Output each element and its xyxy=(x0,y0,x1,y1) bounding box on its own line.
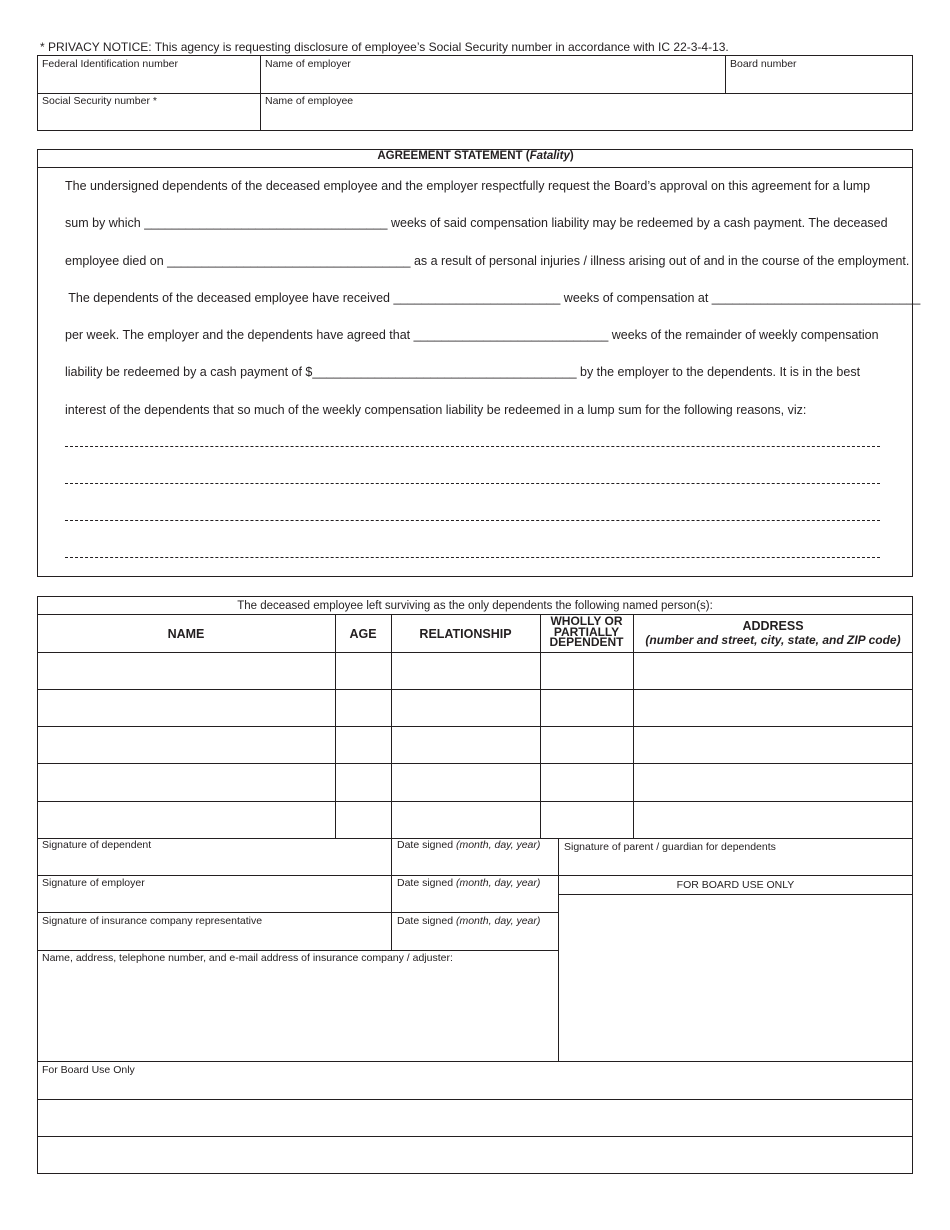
header-col-divider-1 xyxy=(260,55,261,131)
board-use-only-divider xyxy=(37,1061,913,1062)
sig-col-divider-date xyxy=(391,838,392,950)
col-divider-dep-addr xyxy=(633,614,634,838)
board-number-field[interactable]: Board number xyxy=(730,58,797,70)
board-row-divider-2 xyxy=(37,1136,913,1137)
board-row-divider-1 xyxy=(37,1099,913,1100)
table-row-divider-1 xyxy=(37,689,913,690)
header-row-divider xyxy=(37,93,913,94)
signature-dependent-field[interactable]: Signature of dependent xyxy=(42,839,152,851)
reasons-line-1[interactable] xyxy=(65,446,880,447)
sig-row-divider-3 xyxy=(37,950,558,951)
col-header-dependent xyxy=(540,616,633,648)
col-header-dependent-line-2: PARTIALLY xyxy=(553,624,620,639)
col-header-relationship: RELATIONSHIP xyxy=(419,627,512,641)
agreement-box xyxy=(37,149,913,577)
employee-name-field[interactable]: Name of employee xyxy=(265,95,354,107)
col-divider-age-rel xyxy=(391,614,392,838)
col-header-address-title: ADDRESS xyxy=(742,619,804,633)
guardian-divider xyxy=(558,875,913,876)
col-header-address xyxy=(633,619,913,647)
agreement-line-1: The undersigned dependents of the deceased employee and the employer respectfully request the Board’s approval on this agreement for a lump xyxy=(65,179,871,193)
col-header-address-sub: (number and street, city, state, and ZIP code) xyxy=(645,633,901,647)
insurance-contact-field[interactable]: Name, address, telephone number, and e-mail address of insurance company / adjuster: xyxy=(42,952,453,964)
table-header-divider xyxy=(37,652,913,653)
board-use-only-label: For Board Use Only xyxy=(42,1064,135,1076)
agreement-title-divider xyxy=(37,167,913,168)
reasons-line-2[interactable] xyxy=(65,483,880,484)
sig-col-divider-right xyxy=(558,838,559,1061)
agreement-title: AGREEMENT STATEMENT (Fatality) xyxy=(377,150,574,162)
signature-guardian-field[interactable]: Signature of parent / guardian for dependents xyxy=(564,841,776,853)
table-caption-divider xyxy=(37,614,913,615)
date-signed-dependent-field[interactable]: Date signed (month, day, year) xyxy=(397,839,541,851)
col-divider-name-age xyxy=(335,614,336,838)
table-row-divider-2 xyxy=(37,726,913,727)
agreement-line-2[interactable]: sum by which ___________________________________ weeks of said compensation liability may be redeemed by a cash payment. The deceased xyxy=(65,216,888,230)
dependents-caption: The deceased employee left surviving as the only dependents the following named person(s): xyxy=(237,600,713,612)
agreement-line-6[interactable]: liability be redeemed by a cash payment of $______________________________________ by the employer to the dependents. It is in the best xyxy=(65,365,861,379)
reasons-line-3[interactable] xyxy=(65,520,880,521)
sig-row-divider-2 xyxy=(37,912,558,913)
table-row-divider-4 xyxy=(37,801,913,802)
date-signed-insurance-field[interactable]: Date signed (month, day, year) xyxy=(397,915,541,927)
col-header-name: NAME xyxy=(167,627,205,641)
reasons-line-4[interactable] xyxy=(65,557,880,558)
signature-employer-field[interactable]: Signature of employer xyxy=(42,877,145,889)
privacy-notice: * PRIVACY NOTICE: This agency is requesting disclosure of employee’s Social Security number in accordance with IC 22-3-4-13. xyxy=(40,40,729,54)
agreement-line-5[interactable]: per week. The employer and the dependents have agreed that ____________________________ weeks of the remainder of weekly compensation xyxy=(65,328,879,342)
signature-insurance-field[interactable]: Signature of insurance company representative xyxy=(42,915,263,927)
col-header-age: AGE xyxy=(349,627,377,641)
agreement-line-7: interest of the dependents that so much of the weekly compensation liability be redeemed in a lump sum for the following reasons, viz: xyxy=(65,403,807,417)
sig-row-divider-1 xyxy=(37,875,558,876)
board-use-caps-label: FOR BOARD USE ONLY xyxy=(676,879,795,891)
board-use-header-divider xyxy=(558,894,913,895)
date-signed-employer-field[interactable]: Date signed (month, day, year) xyxy=(397,877,541,889)
ssn-field[interactable]: Social Security number * xyxy=(42,95,157,107)
col-header-dependent-line-3: DEPENDENT xyxy=(549,635,624,649)
header-col-divider-2 xyxy=(725,55,726,93)
col-header-dependent-line-1: WHOLLY OR xyxy=(550,614,623,628)
agreement-line-3[interactable]: employee died on ___________________________________ as a result of personal injuries / illness arising out of and in the course of the employment. xyxy=(65,254,910,268)
employer-name-field[interactable]: Name of employer xyxy=(265,58,351,70)
federal-id-field[interactable]: Federal Identification number xyxy=(42,58,178,70)
col-divider-rel-dep xyxy=(540,614,541,838)
table-row-divider-3 xyxy=(37,763,913,764)
agreement-line-4[interactable]: The dependents of the deceased employee have received ________________________ weeks of compensation at ______________________________ xyxy=(65,291,921,305)
